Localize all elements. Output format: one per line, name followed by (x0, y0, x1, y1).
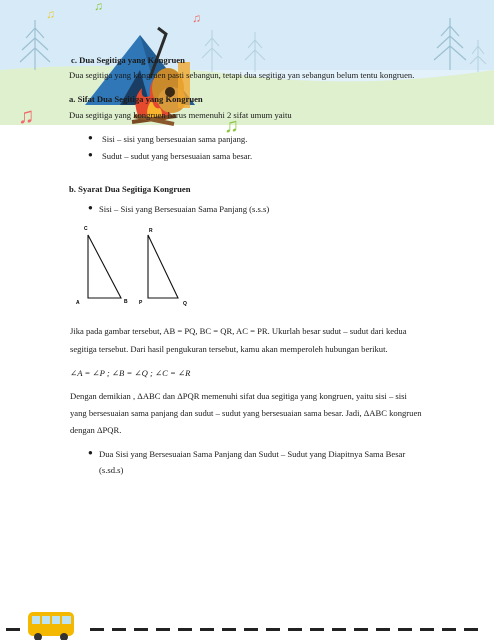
vertex-label-p: P (139, 300, 143, 306)
section-b-bullet-2-line-2: (s.sd.s) (99, 465, 124, 475)
music-note-icon: ♫ (224, 115, 239, 137)
music-note-icon: ♫ (18, 103, 35, 128)
paragraph-2-line-2: yang bersesuaian sama panjang dan sudut – sudut yang bersesuaian sama besar. Jadi, ΔABC kongruen (70, 408, 422, 418)
section-b-heading: b. Syarat Dua Segitiga Kongruen (69, 184, 191, 194)
triangle-pqr (148, 235, 178, 298)
vertex-label-q: Q (183, 301, 187, 307)
paragraph-2-line-3: dengan ΔPQR. (70, 425, 122, 435)
section-c-heading: c. Dua Segitiga yang Kongruen (71, 55, 185, 65)
section-b-bullet-1: Sisi – Sisi yang Bersesuaian Sama Panjang (s.s.s) (99, 204, 270, 214)
bullet-dot: ● (88, 203, 93, 212)
bullet-dot: ● (88, 448, 93, 457)
paragraph-1-line-2: segitiga tersebut. Dari hasil pengukuran tersebut, kamu akan memperoleh hubungan berikut. (70, 344, 388, 354)
section-b-bullet-2-line-1: Dua Sisi yang Bersesuaian Sama Panjang dan Sudut – Sudut yang Diapitnya Sama Besar (99, 449, 406, 459)
paragraph-2-line-1: Dengan demikian , ΔABC dan ΔPQR memenuhi sifat dua segitiga yang kongruen, yaitu sisi – sisi (70, 391, 407, 401)
vertex-label-c: C (84, 226, 88, 232)
section-a-bullet-1: Sisi – sisi yang bersesuaian sama panjang. (102, 134, 248, 144)
vertex-label-r: R (149, 228, 153, 234)
music-note-icon: ♫ (46, 7, 55, 21)
section-a-bullet-2: Sudut – sudut yang bersesuaian sama besar. (102, 151, 253, 161)
congruent-triangles-figure (72, 222, 200, 310)
angle-relation: ∠A = ∠P ; ∠B = ∠Q ; ∠C = ∠R (70, 368, 191, 378)
bullet-dot: ● (88, 133, 93, 142)
vertex-label-a: A (76, 300, 80, 306)
music-note-icon: ♫ (94, 0, 103, 13)
section-c-text: Dua segitiga yang kongruen pasti sebangun, tetapi dua segitiga yan sebangun belum tentu kongruen. (69, 70, 415, 80)
section-a-heading: a. Sifat Dua Segitiga yang Kongruen (69, 94, 203, 104)
vertex-label-b: B (124, 299, 128, 305)
bullet-dot: ● (88, 150, 93, 159)
triangle-abc (88, 235, 121, 298)
music-note-icon: ♫ (192, 11, 201, 25)
section-a-intro: Dua segitiga yang kongruen harus memenuhi 2 sifat umum yaitu (69, 110, 292, 120)
paragraph-1-line-1: Jika pada gambar tersebut, AB = PQ, BC = QR, AC = PR. Ukurlah besar sudut – sudut dari kedua (70, 326, 407, 336)
